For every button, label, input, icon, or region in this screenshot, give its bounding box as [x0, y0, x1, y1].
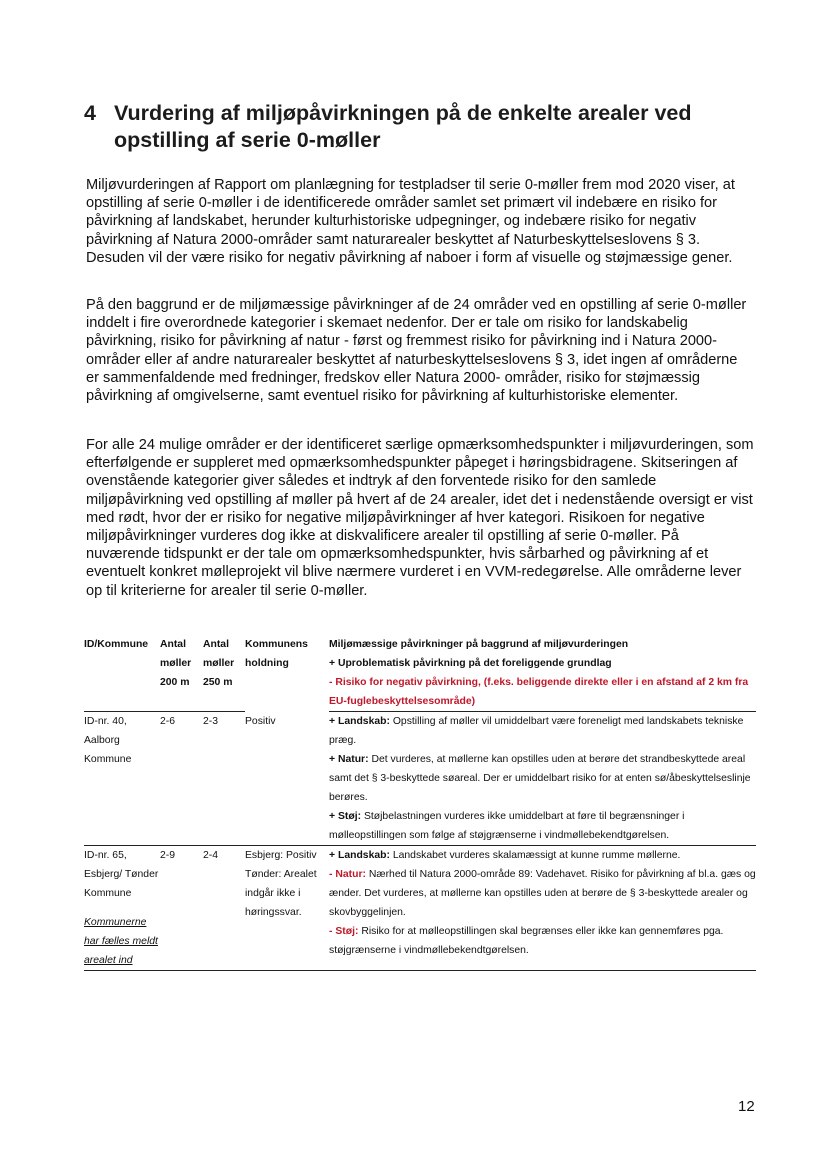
- impact-item: - Støj: Risiko for at mølleopstillingen skal begrænses eller ikke kan gennemføres pga. støjgrænserne i vindmøllebekendtgørelsen.: [329, 926, 724, 956]
- row-impacts: [329, 846, 756, 971]
- impact-item: + Landskab: Landskabet vurderes skalamæssigt at kunne rumme møllerne.: [329, 850, 681, 861]
- paragraph-3: For alle 24 mulige områder er der identificeret særlige opmærksomhedspunkter i miljøvurderingen, som efterfølgende er suppleret med opmærksomhedspunkter påpeget i høringsbidragene. Skitseringen af ovenstående kategorier giver således et indtryk af den forventede risiko for den samlede miljøpåvirkning ved opstilling af møller på hvert af de 24 arealer, idet det i nedenstående oversigt er vist med rødt, hvor der er risiko for negative miljøpåvirkninger af hver kategori. Risikoen for negative miljøpåvirkninger vurderes dog ikke at diskvalificere arealer til opstilling af serie 0-møller. På nuværende tidspunkt er der tale om opmærksomhedspunkter, hvis sårbarhed og påvirkning af et eventuelt konkret mølleprojekt vil blive nærmere vurderet i en VVM-redegørelse. Alle områderne lever op til kriterierne for arealer til serie 0-møller.: [86, 437, 754, 599]
- header-miljo-plus: + Uproblematisk påvirkning på det foreliggende grundlag: [329, 658, 612, 669]
- row-note: Kommunerne har fælles meldt arealet ind: [84, 917, 158, 966]
- row-antal-200: 2-6: [160, 716, 176, 727]
- row-holdning: Esbjerg: Positiv Tønder: Arealet indgår ikke i høringssvar.: [245, 850, 317, 918]
- impact-item: - Natur: Nærhed til Natura 2000-område 89: Vadehavet. Risiko for påvirkning af bl.a. gæs og ænder. Det vurderes, at møllerne kan opstilles uden at berøre de § 3-beskyttede arealer og skovbyggelinjen.: [329, 869, 756, 918]
- table-row: [84, 846, 756, 971]
- impact-item: + Støj: Støjbelastningen vurderes ikke umiddelbart at føre til begrænsninger i mølleopstillingen som følge af støjgrænserne i vindmøllebekendtgørelsen.: [329, 811, 685, 841]
- header-antal-250: Antal møller 250 m: [203, 639, 235, 688]
- header-antal-200: Antal møller 200 m: [160, 639, 192, 688]
- table-row: [84, 712, 756, 846]
- impact-item: + Landskab: Opstilling af møller vil umiddelbart være foreneligt med landskabets tekniske præg.: [329, 716, 744, 746]
- table-header-row: [84, 635, 756, 712]
- row-holdning: Positiv: [245, 716, 276, 727]
- section-number: 4: [84, 101, 96, 125]
- header-miljo-minus: - Risiko for negativ påvirkning, (f.eks. beliggende direkte eller i en afstand af 2 km fra EU-fuglebeskyttelsesområde): [329, 677, 749, 707]
- page-number: 12: [738, 1098, 755, 1115]
- paragraph-2: På den baggrund er de miljømæssige påvirkninger af de 24 områder ved en opstilling af serie 0-møller inddelt i fire overordnede kategorier i skemaet nedenfor. Der er tale om risiko for landskabelig påvirkning, risiko for påvirkning af natur - først og fremmest risiko for påvirkning ind i Natura 2000-områder eller af andre naturarealer beskyttet af naturbeskyttelseslovens § 3, idet ingen af områderne er sammenfaldende med fredninger, fredskov eller Natura 2000- områder, risiko for støjmæssig påvirkning af omgivelserne, samt eventuel risiko for påvirkning af kulturhistoriske elementer.: [86, 297, 747, 405]
- row-impacts: [329, 712, 756, 846]
- header-miljo: [329, 635, 756, 712]
- row-id: ID-nr. 65, Esbjerg/ Tønder Kommune Kommunerne har fælles meldt arealet ind: [84, 846, 160, 971]
- paragraph-1: Miljøvurderingen af Rapport om planlægning for testpladser til serie 0-møller frem mod 2020 viser, at opstilling af serie 0-møller i de identificerede områder samlet set primært vil indebære en risiko for påvirkning af landskabet, herunder kulturhistoriske udpegninger, og indebære risiko for negativ påvirkning af Natura 2000-områder samt naturarealer beskyttet af Naturbeskyttelseslovens § 3. Desuden vil der være risiko for negativ påvirkning af naboer i form af visuelle og støjmæssige gener.: [86, 177, 735, 266]
- section-heading: [84, 100, 754, 154]
- row-antal-250: 2-4: [203, 850, 219, 861]
- section-title: Vurdering af miljøpåvirkningen på de enkelte arealer ved opstilling af serie 0-møller: [114, 101, 692, 152]
- header-holdning: Kommunens holdning: [245, 639, 308, 669]
- row-antal-200: 2-9: [160, 850, 176, 861]
- row-id: ID-nr. 40, Aalborg Kommune: [84, 716, 132, 765]
- row-antal-250: 2-3: [203, 716, 219, 727]
- header-miljo-title: Miljømæssige påvirkninger på baggrund af miljøvurderingen: [329, 639, 629, 650]
- impact-item: + Natur: Det vurderes, at møllerne kan opstilles uden at berøre det strandbeskyttede areal samt det § 3-beskyttede søareal. Der er umiddelbart risiko for at enten sø/åbeskyttelseslinje berøres.: [329, 754, 751, 803]
- header-id: ID/Kommune: [84, 639, 149, 650]
- assessment-table: [84, 635, 756, 971]
